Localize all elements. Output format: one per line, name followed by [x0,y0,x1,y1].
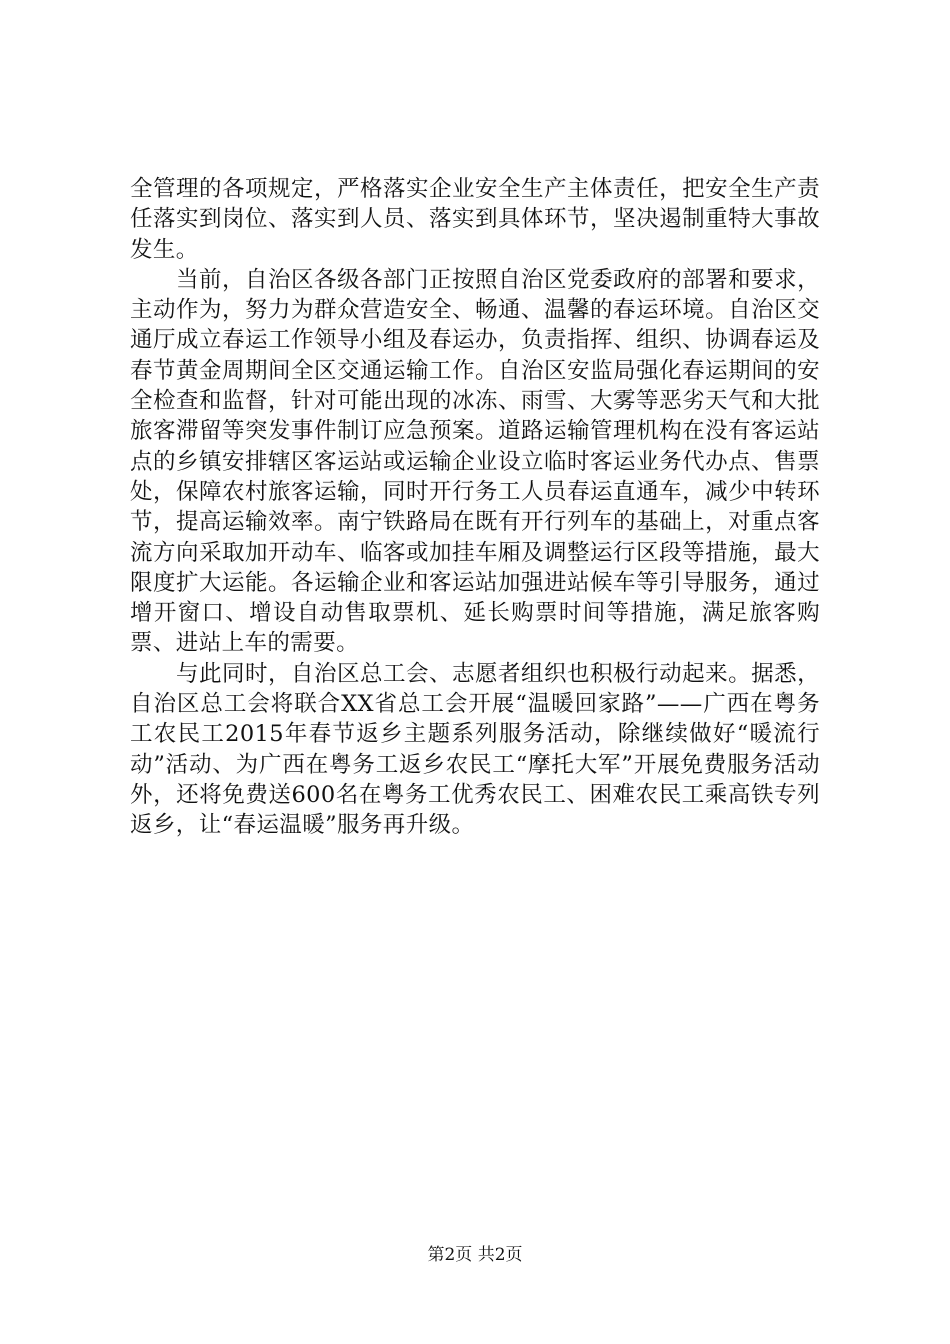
paragraph-continuation: 全管理的各项规定，严格落实企业安全生产主体责任，把安全生产责任落实到岗位、落实到人员、落实到具体环节，坚决遏制重特大事故发生。 [130,176,820,263]
paragraph-spring-transport: 当前，自治区各级各部门正按照自治区党委政府的部署和要求，主动作为，努力为群众营造安全、畅通、温馨的春运环境。自治区交通厅成立春运工作领导小组及春运办，负责指挥、组织、协调春运及春节黄金周期间全区交通运输工作。自治区安监局强化春运期间的安全检查和监督，针对可能出现的冰冻、雨雪、大雾等恶劣天气和大批旅客滞留等突发事件制订应急预案。道路运输管理机构在没有客运站点的乡镇安排辖区客运站或运输企业设立临时客运业务代办点、售票处，保障农村旅客运输，同时开行务工人员春运直通车，减少中转环节，提高运输效率。南宁铁路局在既有开行列车的基础上，对重点客流方向采取加开动车、临客或加挂车厢及调整运行区段等措施，最大限度扩大运能。各运输企业和客运站加强进站候车等引导服务，通过增开窗口、增设自动售取票机、延长购票时间等措施，满足旅客购票、进站上车的需要。 [130,266,820,657]
document-body [130,174,820,841]
paragraph-trade-union: 与此同时，自治区总工会、志愿者组织也积极行动起来。据悉，自治区总工会将联合XX省总工会开展“温暖回家路”——广西在粤务工农民工2015年春节返乡主题系列服务活动，除继续做好“暖流行动”活动、为广西在粤务工返乡农民工“摩托大军”开展免费服务活动外，还将免费送600名在粤务工优秀农民工、困难农民工乘高铁专列返乡，让“春运温暖”服务再升级。 [130,660,820,839]
page-footer: 第2页 共2页 [427,1245,523,1265]
